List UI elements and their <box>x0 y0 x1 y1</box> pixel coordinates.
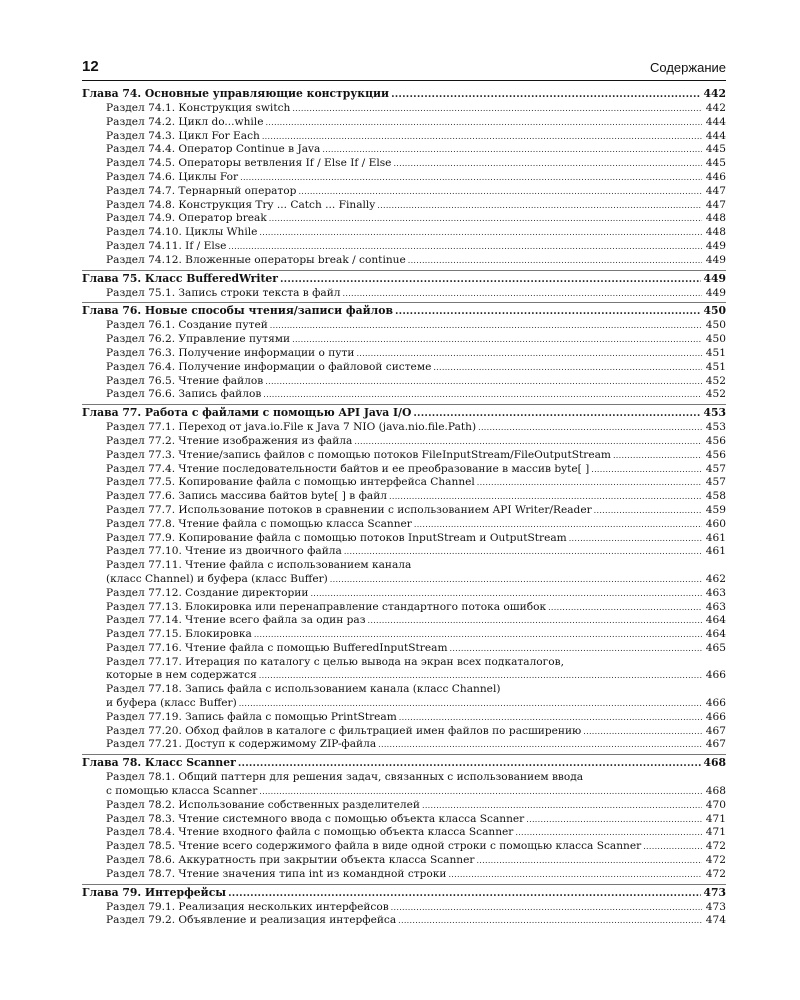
toc-section-entry-page: 472 <box>705 840 726 853</box>
toc-chapter <box>82 87 726 268</box>
toc-section-entry-title: Раздел 74.4. Оператор Continue в Java <box>106 143 321 156</box>
toc-section-entry-page: 452 <box>705 388 726 401</box>
toc-section-continuation-title: которые в нем содержатся <box>106 669 257 682</box>
page-header <box>82 58 726 80</box>
dot-leader <box>292 333 702 347</box>
toc-chapter <box>82 302 726 402</box>
toc-section-entry-title: Раздел 74.8. Конструкция Try ... Catch ... Finally <box>106 198 376 211</box>
toc-section-entry-page: 453 <box>705 421 726 434</box>
dot-leader <box>228 240 702 254</box>
toc-section-entry-title: Раздел 76.2. Управление путями <box>106 333 291 346</box>
dot-leader <box>330 573 702 587</box>
toc-section-entry-page: 471 <box>705 812 726 825</box>
table-of-contents <box>82 86 726 928</box>
toc-section-entry-title: Раздел 74.2. Цикл do...while <box>106 115 264 128</box>
toc-section-entry-page: 460 <box>705 517 726 530</box>
toc-section-entry-title: Раздел 77.17. Итерация по каталогу с целью вывода на экран всех подкаталогов, <box>106 655 564 668</box>
toc-section-entry[interactable] <box>82 656 726 670</box>
toc-section-entry-title: Раздел 77.16. Чтение файла с помощью BufferedInputStream <box>106 641 448 654</box>
toc-section-entry[interactable] <box>82 683 726 697</box>
toc-section-entry[interactable] <box>82 102 726 116</box>
toc-chapter-entry[interactable] <box>82 272 726 287</box>
dot-leader <box>613 449 702 463</box>
toc-section-entry-title: Раздел 77.6. Запись массива байтов byte[ ] в файл <box>106 490 388 503</box>
toc-section-entry-page: 456 <box>705 434 726 447</box>
toc-section-entry-title: Раздел 77.10. Чтение из двоичного файла <box>106 545 342 558</box>
toc-section-entry-title: Раздел 76.6. Запись файлов <box>106 388 262 401</box>
toc-section-entry[interactable] <box>82 476 726 490</box>
toc-section-entry[interactable] <box>82 240 726 254</box>
toc-section-entry[interactable] <box>82 254 726 268</box>
toc-section-entry[interactable] <box>82 771 726 785</box>
toc-section-entry[interactable] <box>82 421 726 435</box>
dot-leader <box>298 185 702 199</box>
toc-section-entry-page: 474 <box>705 914 726 927</box>
dot-leader <box>477 476 702 490</box>
toc-chapter-entry-page: 450 <box>703 304 726 318</box>
toc-section-continuation-title: с помощью класса Scanner <box>106 785 258 798</box>
toc-section-entry[interactable] <box>82 854 726 868</box>
toc-section-entry-page: 451 <box>705 346 726 359</box>
toc-section-continuation-title: и буфера (класс Buffer) <box>106 697 237 710</box>
toc-section-entry-title: Раздел 75.1. Запись строки текста в файл <box>106 286 341 299</box>
toc-section-entry-title: Раздел 76.3. Получение информации о пути <box>106 346 355 359</box>
toc-section-entry-title: Раздел 78.1. Общий паттерн для решения задач, связанных с использованием ввода <box>106 771 584 784</box>
dot-leader <box>343 287 702 301</box>
toc-section-entry[interactable] <box>82 914 726 928</box>
toc-section-entry-page: 444 <box>705 129 726 142</box>
toc-section-entry-page: 472 <box>705 854 726 867</box>
toc-section-entry[interactable] <box>82 545 726 559</box>
toc-section-entry[interactable] <box>82 157 726 171</box>
dot-leader <box>259 226 702 240</box>
toc-section-entry-page: 461 <box>705 545 726 558</box>
toc-section-entry[interactable] <box>82 490 726 504</box>
toc-chapter-entry-title: Глава 75. Класс BufferedWriter <box>82 271 278 285</box>
toc-section-entry-page: 458 <box>705 490 726 503</box>
dot-leader <box>594 504 702 518</box>
toc-section-entry-page: 449 <box>705 239 726 252</box>
toc-section-entry[interactable] <box>82 463 726 477</box>
dot-leader <box>259 669 702 683</box>
dot-leader <box>414 518 702 532</box>
toc-section-entry-title: Раздел 79.2. Объявление и реализация интерфейса <box>106 914 397 927</box>
dot-leader <box>526 813 702 827</box>
toc-section-entry-page: 459 <box>705 503 726 516</box>
toc-section-continuation[interactable] <box>82 669 726 683</box>
toc-section-entry[interactable] <box>82 799 726 813</box>
toc-chapter <box>82 270 726 301</box>
dot-leader <box>377 199 702 213</box>
toc-chapter-entry-page: 449 <box>703 271 726 285</box>
toc-section-entry-title: Раздел 78.5. Чтение всего содержимого файла в виде одной строки с помощью класса Scanner <box>106 840 642 853</box>
toc-section-entry[interactable] <box>82 532 726 546</box>
toc-section-entry[interactable] <box>82 130 726 144</box>
dot-leader <box>450 642 703 656</box>
dot-leader <box>398 914 702 928</box>
toc-section-continuation-page: 466 <box>705 669 726 682</box>
toc-section-entry[interactable] <box>82 319 726 333</box>
dot-leader <box>269 212 702 226</box>
dot-leader <box>310 587 702 601</box>
toc-section-entry-page: 447 <box>705 198 726 211</box>
dot-leader <box>515 826 702 840</box>
toc-section-entry-title: Раздел 77.19. Запись файла с помощью PrintStream <box>106 710 397 723</box>
toc-section-entry[interactable] <box>82 435 726 449</box>
toc-section-continuation-page: 468 <box>705 785 726 798</box>
dot-leader <box>395 304 702 319</box>
toc-section-entry[interactable] <box>82 587 726 601</box>
toc-section-entry[interactable] <box>82 388 726 402</box>
toc-section-entry[interactable] <box>82 212 726 226</box>
toc-section-entry-title: Раздел 78.7. Чтение значения типа int из командной строки <box>106 867 447 880</box>
toc-section-entry-page: 450 <box>705 333 726 346</box>
toc-section-entry[interactable] <box>82 901 726 915</box>
toc-section-entry[interactable] <box>82 601 726 615</box>
toc-section-entry-title: Раздел 77.5. Копирование файла с помощью интерфейса Channel <box>106 476 475 489</box>
toc-section-entry[interactable] <box>82 826 726 840</box>
toc-section-entry-page: 471 <box>705 826 726 839</box>
toc-section-entry[interactable] <box>82 171 726 185</box>
toc-section-entry-page: 445 <box>705 143 726 156</box>
toc-section-entry-title: Раздел 78.2. Использование собственных разделителей <box>106 798 420 811</box>
toc-section-entry-page: 451 <box>705 360 726 373</box>
dot-leader <box>356 347 702 361</box>
toc-section-entry[interactable] <box>82 361 726 375</box>
toc-chapter-entry-page: 453 <box>703 406 726 420</box>
toc-section-entry-title: Раздел 77.3. Чтение/запись файлов с помощью потоков FileInputStream/FileOutputStream <box>106 448 611 461</box>
dot-leader <box>322 143 702 157</box>
toc-section-entry-page: 465 <box>705 641 726 654</box>
dot-leader <box>583 725 702 739</box>
toc-chapter-entry[interactable] <box>82 756 726 771</box>
toc-section-entry-title: Раздел 74.1. Конструкция switch <box>106 102 291 114</box>
dot-leader <box>270 319 702 333</box>
dot-leader <box>239 697 702 711</box>
toc-section-entry-page: 463 <box>705 600 726 613</box>
toc-section-entry[interactable] <box>82 226 726 240</box>
page-number: 12 <box>82 58 99 75</box>
toc-section-entry[interactable] <box>82 614 726 628</box>
toc-section-entry-title: Раздел 77.12. Создание директории <box>106 586 309 599</box>
toc-section-entry-page: 450 <box>705 319 726 332</box>
toc-section-entry[interactable] <box>82 347 726 361</box>
toc-section-entry-title: Раздел 77.11. Чтение файла с использованием канала <box>106 559 412 572</box>
dot-leader <box>569 532 702 546</box>
dot-leader <box>393 157 702 171</box>
toc-section-entry-page: 470 <box>705 798 726 811</box>
toc-section-continuation-page: 462 <box>705 572 726 585</box>
dot-leader <box>591 463 702 477</box>
toc-section-entry[interactable] <box>82 504 726 518</box>
toc-section-entry[interactable] <box>82 738 726 752</box>
dot-leader <box>354 435 702 449</box>
toc-section-entry-page: 466 <box>705 710 726 723</box>
toc-chapter <box>82 404 726 752</box>
dot-leader <box>259 785 702 799</box>
toc-chapter-entry[interactable] <box>82 406 726 421</box>
toc-section-continuation[interactable] <box>82 697 726 711</box>
toc-section-entry-title: Раздел 74.5. Операторы ветвления If / Else If / Else <box>106 157 392 170</box>
toc-section-entry-page: 446 <box>705 170 726 183</box>
toc-section-entry-title: Раздел 74.7. Тернарный оператор <box>106 184 297 197</box>
toc-section-entry-page: 445 <box>705 157 726 170</box>
dot-leader <box>280 272 701 287</box>
toc-section-entry-title: Раздел 79.1. Реализация нескольких интерфейсов <box>106 900 389 913</box>
toc-section-entry[interactable] <box>82 185 726 199</box>
dot-leader <box>262 130 702 144</box>
toc-section-entry-page: 449 <box>705 253 726 266</box>
dot-leader <box>391 87 701 102</box>
toc-section-entry-title: Раздел 74.6. Циклы For <box>106 170 239 183</box>
toc-section-continuation-page: 466 <box>705 697 726 710</box>
toc-chapter-entry[interactable] <box>82 304 726 319</box>
toc-section-entry-title: Раздел 74.9. Оператор break <box>106 212 267 225</box>
toc-section-entry-page: 464 <box>705 614 726 627</box>
toc-chapter-entry[interactable] <box>82 87 726 102</box>
toc-chapter-entry-title: Глава 79. Интерфейсы <box>82 885 227 899</box>
toc-section-entry-page: 449 <box>705 286 726 299</box>
dot-leader <box>238 756 702 771</box>
toc-section-entry-title: Раздел 77.1. Переход от java.io.File к Java 7 NIO (java.nio.file.Path) <box>106 421 477 434</box>
toc-section-entry[interactable] <box>82 199 726 213</box>
toc-section-entry-page: 461 <box>705 531 726 544</box>
toc-chapter <box>82 754 726 881</box>
toc-section-entry[interactable] <box>82 725 726 739</box>
dot-leader <box>228 886 701 901</box>
toc-section-entry-page: 457 <box>705 476 726 489</box>
toc-section-entry[interactable] <box>82 711 726 725</box>
toc-section-entry-title: Раздел 78.4. Чтение входного файла с помощью объекта класса Scanner <box>106 826 514 839</box>
toc-section-entry-title: Раздел 77.2. Чтение изображения из файла <box>106 434 353 447</box>
toc-section-continuation[interactable] <box>82 785 726 799</box>
toc-chapter-entry-page: 468 <box>703 756 726 770</box>
toc-section-entry-title: Раздел 76.5. Чтение файлов <box>106 374 264 387</box>
toc-section-entry-page: 457 <box>705 462 726 475</box>
toc-section-entry-title: Раздел 77.13. Блокировка или перенаправление стандартного потока ошибок <box>106 600 547 613</box>
toc-section-entry-title: Раздел 77.4. Чтение последовательности байтов и ее преобразование в массив byte[ ] <box>106 462 590 475</box>
toc-section-entry[interactable] <box>82 642 726 656</box>
toc-section-entry-title: Раздел 78.3. Чтение системного ввода с помощью объекта класса Scanner <box>106 812 525 825</box>
toc-section-entry-title: Раздел 74.10. Циклы While <box>106 226 258 239</box>
toc-section-entry[interactable] <box>82 868 726 882</box>
toc-section-entry-title: Раздел 77.8. Чтение файла с помощью класса Scanner <box>106 517 412 530</box>
toc-section-entry-page: 473 <box>705 900 726 913</box>
toc-section-entry[interactable] <box>82 143 726 157</box>
dot-leader <box>413 406 701 421</box>
dot-leader <box>263 388 702 402</box>
toc-section-entry[interactable] <box>82 559 726 573</box>
toc-section-entry[interactable] <box>82 287 726 301</box>
dot-leader <box>389 490 702 504</box>
toc-section-entry-page: 447 <box>705 184 726 197</box>
toc-section-continuation[interactable] <box>82 573 726 587</box>
toc-section-entry-title: Раздел 77.18. Запись файла с использованием канала (класс Channel) <box>106 683 501 696</box>
toc-section-entry-title: Раздел 77.15. Блокировка <box>106 628 252 641</box>
dot-leader <box>391 901 702 915</box>
dot-leader <box>643 840 702 854</box>
dot-leader <box>448 868 702 882</box>
toc-section-entry-page: 467 <box>705 738 726 751</box>
toc-section-entry-page: 463 <box>705 586 726 599</box>
toc-section-entry[interactable] <box>82 333 726 347</box>
toc-section-entry-page: 467 <box>705 724 726 737</box>
dot-leader <box>548 601 702 615</box>
toc-chapter-entry[interactable] <box>82 886 726 901</box>
dot-leader <box>344 545 702 559</box>
toc-chapter-entry-page: 473 <box>703 885 726 899</box>
toc-section-continuation-title: (класс Channel) и буфера (класс Buffer) <box>106 572 328 585</box>
toc-section-entry-title: Раздел 76.1. Создание путей <box>106 319 268 332</box>
toc-chapter-entry-page: 442 <box>703 87 726 100</box>
toc-section-entry-page: 452 <box>705 374 726 387</box>
dot-leader <box>478 421 702 435</box>
toc-chapter-entry-title: Глава 74. Основные управляющие конструкции <box>82 87 390 100</box>
toc-section-entry-page: 472 <box>705 867 726 880</box>
toc-section-entry-page: 464 <box>705 628 726 641</box>
toc-section-entry-page: 442 <box>705 102 726 114</box>
running-title: Содержание <box>650 60 726 75</box>
header-rule <box>82 80 726 81</box>
toc-section-entry-title: Раздел 77.14. Чтение всего файла за один раз <box>106 614 366 627</box>
toc-section-entry-title: Раздел 77.21. Доступ к содержимому ZIP-файла <box>106 738 377 751</box>
toc-section-entry-title: Раздел 77.7. Использование потоков в сравнении с использованием API Writer/Reader <box>106 503 592 516</box>
toc-section-entry[interactable] <box>82 518 726 532</box>
dot-leader <box>399 711 702 725</box>
toc-section-entry-page: 448 <box>705 226 726 239</box>
toc-section-entry-title: Раздел 76.4. Получение информации о файловой системе <box>106 360 432 373</box>
toc-section-entry-page: 448 <box>705 212 726 225</box>
dot-leader <box>292 102 702 116</box>
dot-leader <box>422 799 702 813</box>
toc-section-entry-page: 444 <box>705 115 726 128</box>
toc-section-entry[interactable] <box>82 375 726 389</box>
dot-leader <box>476 854 702 868</box>
toc-chapter <box>82 884 726 929</box>
dot-leader <box>265 116 702 130</box>
dot-leader <box>408 254 702 268</box>
toc-section-entry-title: Раздел 78.6. Аккуратность при закрытии объекта класса Scanner <box>106 854 475 867</box>
dot-leader <box>378 738 702 752</box>
toc-section-entry[interactable] <box>82 449 726 463</box>
toc-section-entry-title: Раздел 74.11. If / Else <box>106 239 227 252</box>
toc-chapter-entry-title: Глава 76. Новые способы чтения/записи файлов <box>82 304 393 318</box>
dot-leader <box>265 375 702 389</box>
dot-leader <box>433 361 702 375</box>
toc-chapter-entry-title: Глава 78. Класс Scanner <box>82 756 236 770</box>
toc-section-entry[interactable] <box>82 840 726 854</box>
dot-leader <box>368 614 702 628</box>
toc-chapter-entry-title: Глава 77. Работа с файлами с помощью API Java I/O <box>82 406 412 420</box>
toc-section-entry[interactable] <box>82 628 726 642</box>
toc-section-entry[interactable] <box>82 813 726 827</box>
dot-leader <box>254 628 702 642</box>
toc-section-entry-title: Раздел 77.9. Копирование файла с помощью потоков InputStream и OutputStream <box>106 531 567 544</box>
toc-section-entry-title: Раздел 77.20. Обход файлов в каталоге с фильтрацией имен файлов по расширению <box>106 724 582 737</box>
toc-section-entry-page: 456 <box>705 448 726 461</box>
toc-section-entry-title: Раздел 74.12. Вложенные операторы break / continue <box>106 253 406 266</box>
toc-section-entry-title: Раздел 74.3. Цикл For Each <box>106 129 260 142</box>
toc-section-entry[interactable] <box>82 116 726 130</box>
dot-leader <box>240 171 702 185</box>
